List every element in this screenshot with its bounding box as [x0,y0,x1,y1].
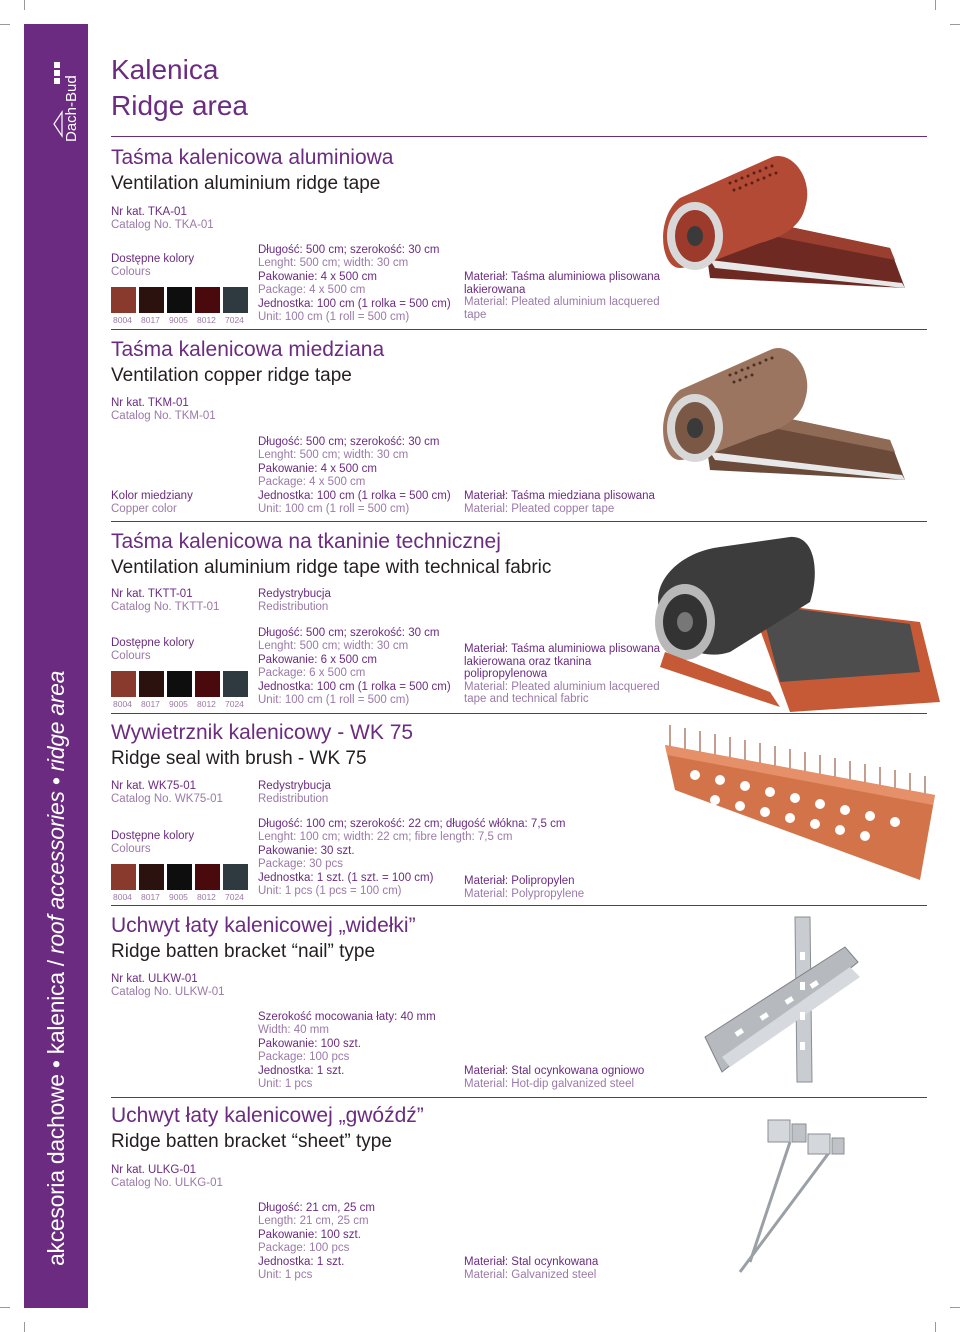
spec-package-pl: Pakowanie: 100 szt. [258,1038,361,1050]
divider [111,1097,927,1098]
color-swatch-label: 8017 [141,892,160,902]
divider [111,905,927,906]
spec-dimensions-pl: Długość: 500 cm; szerokość: 30 cm [258,244,440,256]
catalog-en: Catalog No. ULKG-01 [111,1176,223,1189]
spec-package-en: Package: 4 x 500 cm [258,475,366,488]
color-swatch [111,671,136,697]
colors-label [111,253,194,278]
spec-unit-en: Unit: 1 pcs [258,1268,313,1281]
color-swatch [111,287,136,313]
catalog-pl: Nr kat. ULKW-01 [111,973,198,985]
color-swatch [167,671,192,697]
divider [111,713,927,714]
product-title-pl: Taśma kalenicowa aluminiowa [111,146,394,169]
spec-unit-pl: Jednostka: 100 cm (1 rolka = 500 cm) [258,681,451,693]
product-title-en: Ridge batten bracket “nail” type [111,941,376,962]
colors-label-en: Colours [111,265,151,278]
catalog-en: Catalog No. WK75-01 [111,792,223,805]
colors-label-en: Colours [111,649,151,662]
crop-mark [24,0,25,10]
product-title-en: Ventilation copper ridge tape [111,365,352,386]
divider [111,329,927,330]
crop-mark [935,1322,936,1332]
redistribution-pl: Redystrybucja [258,588,331,600]
color-swatch [223,671,248,697]
spec-unit-pl: Jednostka: 1 szt. (1 szt. = 100 cm) [258,872,434,884]
spec-dimensions-pl: Długość: 500 cm; szerokość: 30 cm [258,627,440,639]
color-swatch [195,864,220,890]
spec-package-en: Package: 6 x 500 cm [258,666,366,679]
catalog-en: Catalog No. TKTT-01 [111,600,220,613]
color-swatch-label: 8004 [113,892,132,902]
spec-unit-pl: Jednostka: 1 szt. [258,1256,345,1268]
material-en: Material: Pleated aluminium lacquered tape and technical fabric [464,680,660,705]
color-swatch [223,864,248,890]
material-pl: Materiał: Taśma aluminiowa plisowana lakierowana oraz tkanina polipropylenowa [464,643,661,680]
redistribution-note [258,780,331,805]
color-swatch [195,287,220,313]
color-swatch-label: 8012 [197,315,216,325]
spec-dimensions-en: Lenght: 500 cm; width: 30 cm [258,256,409,269]
catalog-number [111,1164,223,1189]
spec-dimensions-en: Lenght: 500 cm; width: 30 cm [258,448,409,461]
product-material [464,490,674,515]
product-title-pl: Uchwyt łaty kalenicowej „gwóźdź” [111,1104,424,1127]
spec-package-en: Package: 100 pcs [258,1050,350,1063]
sidebar-vertical-text [24,24,88,1308]
page-title: Kalenica [111,54,219,85]
divider [111,136,927,137]
catalog-number [111,780,223,805]
spec-dimensions-pl: Długość: 500 cm; szerokość: 30 cm [258,436,440,448]
colors-label-pl: Dostępne kolory [111,637,195,649]
spec-unit-pl: Jednostka: 1 szt. [258,1065,345,1077]
batten-bracket-nail-image [720,1112,860,1277]
spec-unit-en: Unit: 1 pcs (1 pcs = 100 cm) [258,884,402,897]
crop-mark [0,1307,10,1308]
copper-ridge-roll-image [640,340,910,480]
red-aluminium-ridge-roll-image [640,148,910,288]
crop-mark [0,24,10,25]
material-pl: Materiał: Taśma miedziana plisowana [464,490,655,502]
redistribution-note [258,588,331,613]
colors-label [111,637,194,662]
spec-unit-en: Unit: 100 cm (1 roll = 500 cm) [258,693,410,706]
spec-dimensions-en: Width: 40 mm [258,1023,329,1036]
catalog-pl: Nr kat. TKM-01 [111,397,189,409]
catalog-number [111,588,219,613]
spec-unit-en: Unit: 1 pcs [258,1077,313,1090]
catalog-en: Catalog No. ULKW-01 [111,985,225,998]
material-pl: Materiał: Polipropylen [464,875,575,887]
product-material [464,1256,674,1281]
spec-dimensions-en: Length: 21 cm, 25 cm [258,1214,369,1227]
crop-mark [950,24,960,25]
color-swatch [111,864,136,890]
spec-unit-pl: Jednostka: 100 cm (1 rolka = 500 cm) [258,298,451,310]
color-swatch [139,287,164,313]
batten-bracket-fork-image [700,912,870,1087]
divider [111,521,927,522]
material-en: Material: Hot-dip galvanized steel [464,1077,635,1090]
material-pl: Materiał: Stal ocynkowana ogniowo [464,1065,645,1077]
product-title-en: Ridge batten bracket “sheet” type [111,1131,392,1152]
spec-package-en: Package: 100 pcs [258,1241,350,1254]
colors-label-pl: Dostępne kolory [111,830,195,842]
spec-dimensions-en: Lenght: 500 cm; width: 30 cm [258,639,409,652]
colors-label-en: Colours [111,842,151,855]
color-label [111,490,193,515]
color-swatch-label: 9005 [169,892,188,902]
spec-package-pl: Pakowanie: 100 szt. [258,1229,361,1241]
logo-text: Dach-Bud [63,75,80,142]
product-spec [258,1202,375,1283]
color-swatch-label: 7024 [225,892,244,902]
product-title-pl: Wywietrznik kalenicowy - WK 75 [111,721,414,744]
product-material [464,1065,674,1090]
material-pl: Materiał: Stal ocynkowana [464,1256,599,1268]
color-swatch-label: 9005 [169,315,188,325]
color-swatch [223,287,248,313]
product-title-pl: Uchwyt łaty kalenicowej „widełki” [111,914,416,937]
color-swatch-label: 7024 [225,315,244,325]
product-spec [258,244,451,325]
catalog-pl: Nr kat. TKA-01 [111,206,187,218]
colors-label [111,830,194,855]
catalog-en: Catalog No. TKM-01 [111,409,216,422]
product-spec [258,627,451,708]
spec-package-en: Package: 30 pcs [258,857,344,870]
color-swatch-label: 8012 [197,892,216,902]
catalog-en: Catalog No. TKA-01 [111,218,214,231]
sidebar [24,24,88,1308]
redistribution-pl: Redystrybucja [258,780,331,792]
spec-unit-en: Unit: 100 cm (1 roll = 500 cm) [258,310,410,323]
color-swatch-label: 7024 [225,699,244,709]
material-en: Material: Galvanized steel [464,1268,597,1281]
color-swatch-label: 8004 [113,315,132,325]
product-title-en: Ridge seal with brush - WK 75 [111,748,367,769]
spec-package-en: Package: 4 x 500 cm [258,283,366,296]
spec-package-pl: Pakowanie: 6 x 500 cm [258,654,377,666]
catalog-pl: Nr kat. WK75-01 [111,780,196,792]
color-swatch-label: 8017 [141,315,160,325]
spec-package-pl: Pakowanie: 4 x 500 cm [258,463,377,475]
crop-mark [935,0,936,10]
ridge-seal-brush-image [655,720,940,880]
redistribution-en: Redistribution [258,792,329,805]
catalog-pl: Nr kat. ULKG-01 [111,1164,196,1176]
product-title-pl: Taśma kalenicowa miedziana [111,338,385,361]
sidebar-text-en: roof accessories • ridge area [43,670,69,955]
color-label-en: Copper color [111,502,177,515]
fabric-ridge-roll-image [640,532,940,712]
spec-package-pl: Pakowanie: 30 szt. [258,845,355,857]
color-swatch [195,671,220,697]
color-swatch [139,671,164,697]
product-title-pl: Taśma kalenicowa na tkaninie technicznej [111,530,501,553]
spec-unit-en: Unit: 100 cm (1 roll = 500 cm) [258,502,410,515]
product-spec [258,436,451,517]
color-swatch [167,287,192,313]
redistribution-en: Redistribution [258,600,329,613]
color-swatch [167,864,192,890]
color-swatch [139,864,164,890]
colors-label-pl: Dostępne kolory [111,253,195,265]
spec-dimensions-pl: Długość: 100 cm; szerokość: 22 cm; długość włókna: 7,5 cm [258,818,566,830]
spec-package-pl: Pakowanie: 4 x 500 cm [258,271,377,283]
color-swatch-label: 8004 [113,699,132,709]
spec-dimensions-pl: Długość: 21 cm, 25 cm [258,1202,375,1214]
material-pl: Materiał: Taśma aluminiowa plisowana lakierowana [464,271,661,296]
sidebar-text-pl: akcesoria dachowe • kalenica / [43,954,69,1266]
page-subtitle: Ridge area [111,90,248,121]
product-title-en: Ventilation aluminium ridge tape with technical fabric [111,557,552,578]
color-swatch-label: 8012 [197,699,216,709]
catalog-number [111,206,214,231]
crop-mark [950,1307,960,1308]
material-en: Material: Pleated aluminium lacquered tape [464,296,660,321]
product-material [464,875,674,900]
color-swatch-label: 8017 [141,699,160,709]
crop-mark [24,1322,25,1332]
spec-dimensions-pl: Szerokość mocowania łaty: 40 mm [258,1011,436,1023]
material-en: Material: Pleated copper tape [464,502,615,515]
catalog-pl: Nr kat. TKTT-01 [111,588,193,600]
material-en: Material: Polypropylene [464,887,585,900]
spec-dimensions-en: Lenght: 100 cm; width: 22 cm; fibre length: 7,5 cm [258,830,513,843]
catalog-number [111,397,216,422]
color-swatch-label: 9005 [169,699,188,709]
spec-unit-pl: Jednostka: 100 cm (1 rolka = 500 cm) [258,490,451,502]
color-label-pl: Kolor miedziany [111,490,193,502]
product-title-en: Ventilation aluminium ridge tape [111,173,381,194]
catalog-number [111,973,225,998]
product-spec [258,1011,436,1092]
